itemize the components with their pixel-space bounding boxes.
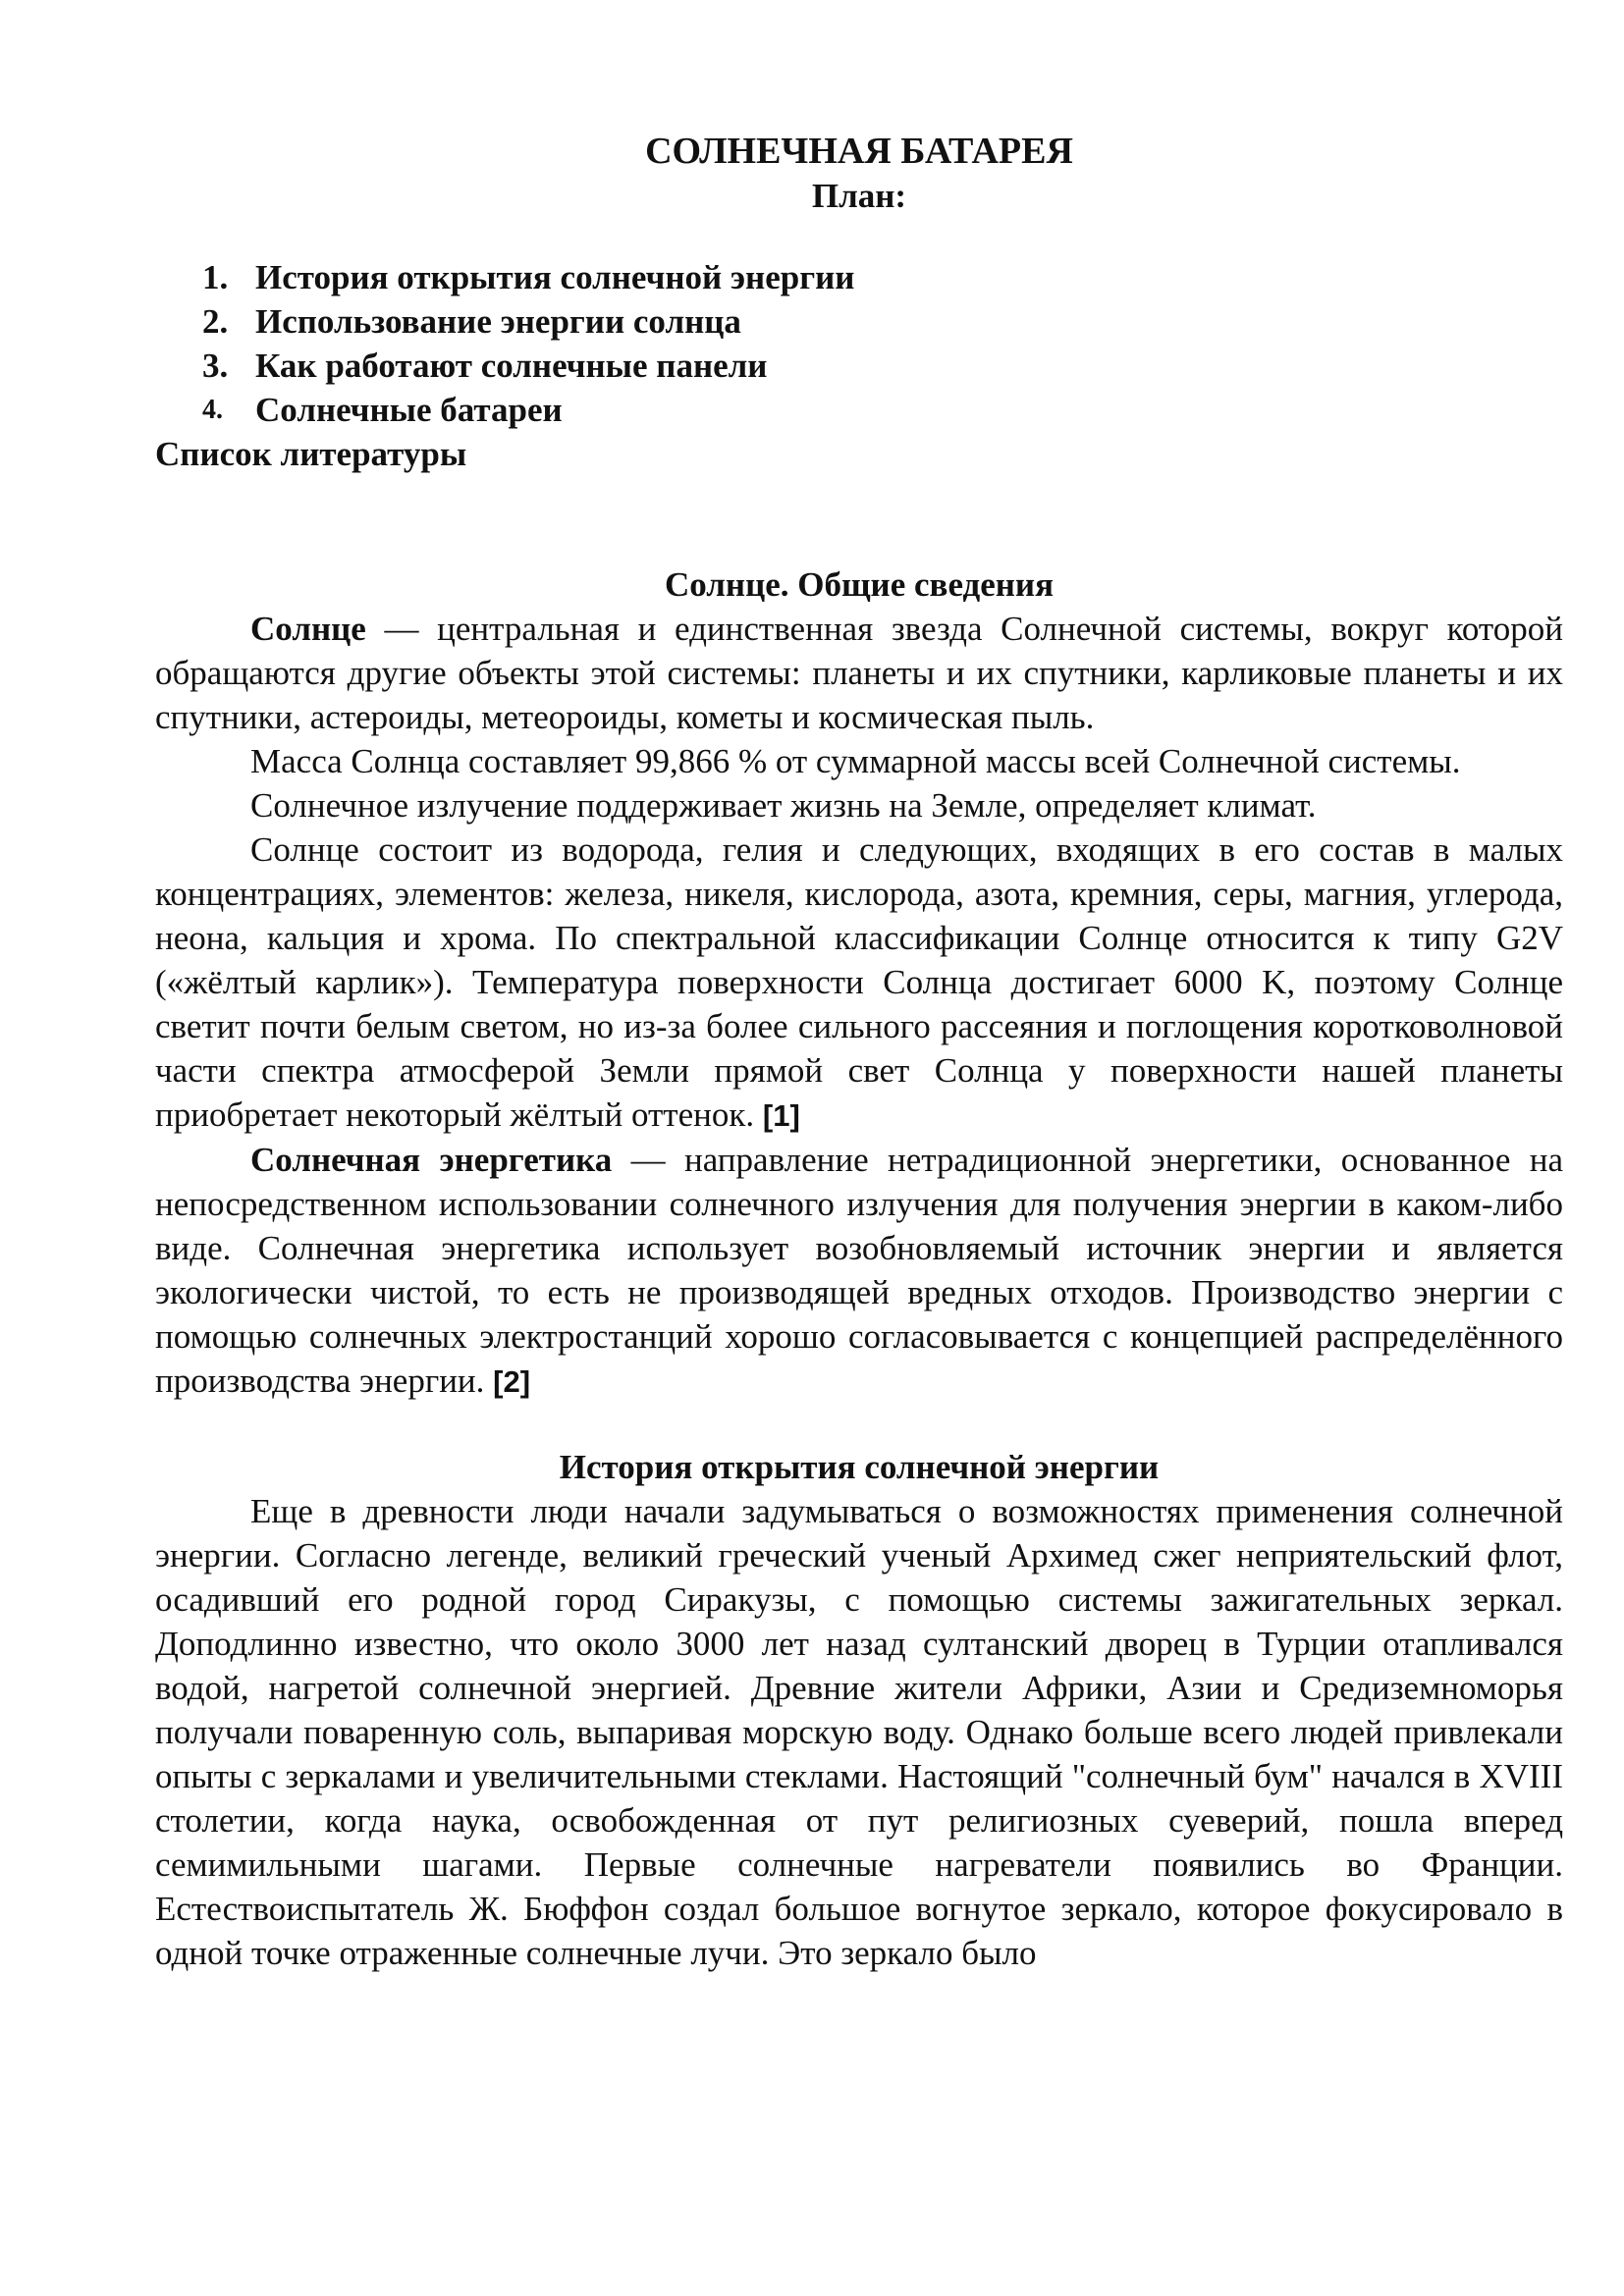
paragraph-sun-radiation: Солнечное излучение поддерживает жизнь на Земле, определяет климат. bbox=[250, 786, 1317, 825]
paragraph-text: — центральная и единственная звезда Солнечной системы, вокруг которой обращаются другие объекты этой системы: планеты и их спутники, карликовые планеты и их спутники, астероиды, метеороиды, кометы и космическая пыль. bbox=[155, 610, 1563, 736]
plan-item bbox=[155, 388, 1563, 432]
plan-item-text: Как работают солнечные панели bbox=[255, 347, 768, 385]
plan-item-number: 4. bbox=[202, 395, 223, 425]
citation-ref: [2] bbox=[493, 1364, 531, 1399]
paragraph-history: Еще в древности люди начали задумываться о возможностях применения солнечной энергии. Согласно легенде, великий греческий ученый Архимед сжег неприятельский флот, осадивший его родной город Сиракузы, с помощью системы зажигательных зеркал. Доподлинно известно, что около 3000 лет назад султанский дворец в Турции отапливался водой, нагретой солнечной энергией. Древние жители Африки, Азии и Средиземноморья получали поваренную соль, выпаривая морскую воду. Однако больше всего людей привлекали опыты с зеркалами и увеличительными стеклами. Настоящий "солнечный бум" начался в XVIII столетии, когда наука, освобожденная от пут религиозных суеверий, пошла вперед семимильными шагами. Первые солнечные нагреватели появились во Франции. Естествоиспытатель Ж. Бюффон создал большое вогнутое зеркало, которое фокусировало в одной точке отраженные солнечные лучи. Это зеркало было bbox=[155, 1492, 1563, 1972]
paragraph-text: Солнце состоит из водорода, гелия и следующих, входящих в его состав в малых концентрациях, элементов: железа, никеля, кислорода, азота, кремния, серы, магния, углерода, неона, кальция и хрома. По спектральной классификации Солнце относится к типу G2V («жёлтый карлик»). Температура поверхности Солнца достигает 6000 K, поэтому Солнце светит почти белым светом, но из-за более сильного рассеяния и поглощения коротковолновой части спектра атмосферой Земли прямой свет Солнца у поверхности нашей планеты приобретает некоторый жёлтый оттенок. bbox=[155, 830, 1563, 1134]
plan-item-text: Солнечные батареи bbox=[255, 391, 563, 429]
literature-heading: Список литературы bbox=[155, 435, 467, 473]
plan-item bbox=[155, 299, 1563, 344]
plan-item-number: 2. bbox=[202, 302, 229, 341]
citation-ref: [1] bbox=[762, 1098, 800, 1133]
section-heading-history: История открытия солнечной энергии bbox=[559, 1448, 1160, 1486]
paragraph-text: — направление нетрадиционной энергетики, основанное на непосредственном использовании солнечного излучения для получения энергии в каком-либо виде. Солнечная энергетика использует возобновляемый источник энергии и является экологически чистой, то есть не производящей вредных отходов. Производство энергии с помощью солнечных электростанций хорошо согласовывается с концепцией распределённого производства энергии. bbox=[155, 1141, 1563, 1400]
plan-item bbox=[155, 344, 1563, 388]
plan-item bbox=[155, 255, 1563, 299]
paragraph-sun-composition bbox=[155, 828, 1563, 1138]
plan-item-text: История открытия солнечной энергии bbox=[255, 258, 855, 296]
term-solar-energetics: Солнечная энергетика bbox=[250, 1141, 613, 1179]
term-sun: Солнце bbox=[250, 610, 366, 648]
document-title: СОЛНЕЧНАЯ БАТАРЕЯ bbox=[645, 131, 1073, 172]
plan-item-number: 3. bbox=[202, 347, 229, 385]
plan-item-text: Использование энергии солнца bbox=[255, 302, 741, 341]
paragraph-solar-energetics bbox=[155, 1138, 1563, 1404]
plan-item-number: 1. bbox=[202, 258, 229, 296]
paragraph-sun-mass: Масса Солнца составляет 99,866 % от суммарной массы всей Солнечной системы. bbox=[250, 742, 1461, 780]
plan-list bbox=[155, 255, 1563, 432]
plan-label: План: bbox=[811, 177, 907, 215]
paragraph-sun-definition bbox=[155, 607, 1563, 739]
section-heading-sun: Солнце. Общие сведения bbox=[664, 565, 1055, 604]
